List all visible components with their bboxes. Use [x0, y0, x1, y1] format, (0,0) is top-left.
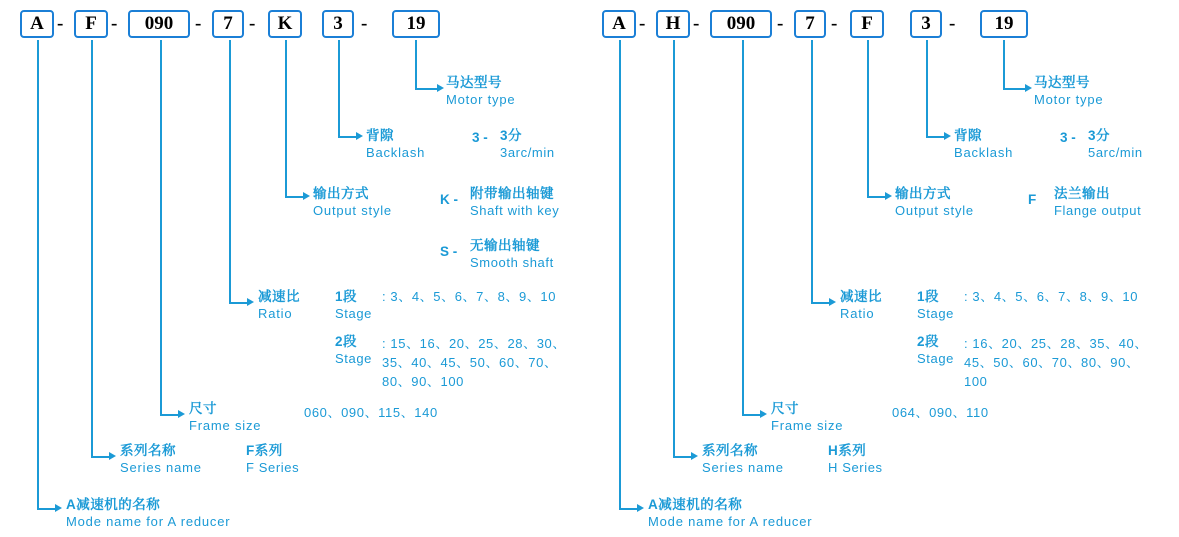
code-box-series-name[interactable]: H [656, 10, 690, 38]
output-style-option-s-key [440, 244, 457, 261]
leader-line-output-style [867, 196, 887, 198]
label-output-style [895, 186, 974, 219]
leader-arrow-ratio [247, 298, 254, 306]
output-style-key-s: S - [440, 244, 458, 259]
leader-arrow-output-style [885, 192, 892, 200]
label-frame-size [771, 401, 843, 434]
leader-line-series-name [91, 40, 93, 456]
value-backlash-key [472, 130, 488, 147]
leader-line-motor-type [1003, 88, 1027, 90]
value-backlash-key [1060, 130, 1076, 147]
leader-line-mode-name [619, 508, 639, 510]
leader-line-series-name [673, 40, 675, 456]
code-dash: - [57, 13, 64, 34]
leader-line-mode-name [37, 40, 39, 508]
backlash-option-cn: 3分 [1088, 128, 1111, 143]
leader-line-mode-name [619, 40, 621, 508]
ratio-stage2-cn: 2段 [335, 334, 358, 349]
code-box-ratio[interactable]: 7 [212, 10, 244, 38]
leader-line-motor-type [415, 88, 439, 90]
backlash-option-key: 3 - [1060, 130, 1076, 145]
backlash-option-en: 3arc/min [500, 144, 555, 160]
leader-arrow-ratio [829, 298, 836, 306]
ratio-stage1-cn: 1段 [917, 289, 940, 304]
label-backlash-en: Backlash [366, 144, 426, 160]
leader-arrow-backlash [356, 132, 363, 140]
label-backlash-cn: 背隙 [954, 128, 982, 143]
leader-line-motor-type [1003, 40, 1005, 88]
output-style-option-f-cn: 法兰输出 [1054, 186, 1110, 201]
output-style-option-s-cn: 无输出轴键 [470, 238, 540, 253]
leader-line-frame-size [742, 414, 762, 416]
leader-line-frame-size [742, 40, 744, 414]
label-backlash-en: Backlash [954, 144, 1014, 160]
leader-arrow-mode-name [55, 504, 62, 512]
ratio-stage1-label [335, 289, 372, 322]
leader-line-output-style [867, 40, 869, 196]
leader-arrow-backlash [944, 132, 951, 140]
code-dash: - [949, 13, 956, 34]
leader-arrow-frame-size [178, 410, 185, 418]
model-code-diagram-right [590, 0, 1179, 537]
series-name-value-en: H Series [828, 459, 883, 475]
ratio-stage2-cn: 2段 [917, 334, 940, 349]
label-motor-type-cn: 马达型号 [446, 75, 502, 90]
leader-line-frame-size [160, 414, 180, 416]
label-motor-type-en: Motor type [1034, 91, 1104, 107]
series-name-value-cn: F系列 [246, 443, 283, 458]
output-style-option-f-en: Flange output [1054, 202, 1142, 218]
label-motor-type-en: Motor type [446, 91, 516, 107]
leader-line-motor-type [415, 40, 417, 88]
label-mode-name [648, 497, 812, 530]
label-backlash [366, 128, 425, 161]
leader-arrow-mode-name [637, 504, 644, 512]
ratio-stage1-values [964, 289, 1138, 305]
output-style-option-k [470, 186, 559, 219]
ratio-stage2-en: Stage [917, 350, 954, 366]
code-dash: - [693, 13, 700, 34]
label-mode-name-en: Mode name for A reducer [648, 513, 813, 529]
ratio-stage1-label [917, 289, 954, 322]
code-dash: - [831, 13, 838, 34]
ratio-stage2-line-1: : 16、20、25、28、35、40、 [964, 336, 1148, 351]
label-backlash [954, 128, 1013, 161]
output-style-option-s-en: Smooth shaft [470, 254, 554, 270]
label-mode-name-cn: A减速机的名称 [66, 497, 161, 512]
value-backlash [500, 128, 555, 161]
label-series-name-en: Series name [120, 459, 202, 475]
leader-arrow-series-name [691, 452, 698, 460]
code-box-motor-type[interactable]: 19 [980, 10, 1028, 38]
ratio-stage1-cn: 1段 [335, 289, 358, 304]
ratio-stage1-line-1: : 3、4、5、6、7、8、9、10 [964, 289, 1139, 304]
ratio-stage2-line-1: : 15、16、20、25、28、30、 [382, 336, 566, 351]
output-style-option-k-en: Shaft with key [470, 202, 560, 218]
leader-arrow-frame-size [760, 410, 767, 418]
label-frame-size-en: Frame size [189, 417, 262, 433]
frame-size-values [892, 405, 989, 421]
label-ratio-en: Ratio [258, 305, 293, 321]
code-box-series-prefix[interactable]: A [20, 10, 54, 38]
leader-line-ratio [229, 302, 249, 304]
ratio-stage2-label [335, 334, 372, 367]
output-style-option-k-key [440, 192, 458, 209]
code-box-backlash[interactable]: 3 [910, 10, 942, 38]
ratio-stage1-line-1: : 3、4、5、6、7、8、9、10 [382, 289, 557, 304]
leader-line-backlash [926, 40, 928, 136]
leader-arrow-output-style [303, 192, 310, 200]
series-name-value [828, 443, 883, 476]
ratio-stage2-line-2: 45、50、60、70、80、90、 [964, 355, 1140, 370]
output-style-option-f-key [1028, 192, 1036, 209]
leader-arrow-motor-type [1025, 84, 1032, 92]
label-series-name [702, 443, 784, 476]
backlash-option-cn: 3分 [500, 128, 523, 143]
label-series-name [120, 443, 202, 476]
leader-line-ratio [811, 302, 831, 304]
label-ratio [258, 289, 300, 322]
code-box-motor-type[interactable]: 19 [392, 10, 440, 38]
leader-line-output-style [285, 40, 287, 196]
leader-line-series-name [91, 456, 111, 458]
leader-line-output-style [285, 196, 305, 198]
output-style-key-f: F [1028, 192, 1037, 207]
model-code-diagram-left [0, 0, 589, 537]
code-dash: - [111, 13, 118, 34]
label-ratio [840, 289, 882, 322]
series-name-value-cn: H系列 [828, 443, 867, 458]
code-box-output-style[interactable]: K [268, 10, 302, 38]
frame-size-values [304, 405, 438, 421]
series-name-value [246, 443, 299, 476]
code-box-frame-size[interactable]: 090 [128, 10, 190, 38]
label-output-style-cn: 输出方式 [313, 186, 369, 201]
label-ratio-cn: 减速比 [840, 289, 882, 304]
label-frame-size-en: Frame size [771, 417, 844, 433]
leader-arrow-series-name [109, 452, 116, 460]
label-frame-size [189, 401, 261, 434]
code-box-backlash[interactable]: 3 [322, 10, 354, 38]
label-motor-type-cn: 马达型号 [1034, 75, 1090, 90]
backlash-option-key: 3 - [472, 130, 488, 145]
code-box-ratio[interactable]: 7 [794, 10, 826, 38]
label-series-name-cn: 系列名称 [702, 443, 758, 458]
leader-line-ratio [811, 40, 813, 302]
ratio-stage2-line-3: 100 [964, 374, 988, 389]
label-mode-name-en: Mode name for A reducer [66, 513, 231, 529]
output-style-option-k-cn: 附带输出轴键 [470, 186, 554, 201]
leader-line-mode-name [37, 508, 57, 510]
output-style-option-f [1054, 186, 1141, 219]
label-output-style-en: Output style [313, 202, 392, 218]
backlash-option-en: 5arc/min [1088, 144, 1143, 160]
label-motor-type [1034, 75, 1103, 108]
code-box-output-style[interactable]: F [850, 10, 884, 38]
ratio-stage2-values [382, 334, 566, 391]
ratio-stage1-values [382, 289, 556, 305]
label-ratio-cn: 减速比 [258, 289, 300, 304]
frame-size-value-list: 064、090、110 [892, 405, 989, 420]
label-series-name-en: Series name [702, 459, 784, 475]
leader-arrow-motor-type [437, 84, 444, 92]
label-series-name-cn: 系列名称 [120, 443, 176, 458]
leader-line-ratio [229, 40, 231, 302]
label-motor-type [446, 75, 515, 108]
code-box-series-name[interactable]: F [74, 10, 108, 38]
label-mode-name-cn: A减速机的名称 [648, 497, 743, 512]
output-style-option-s [470, 238, 554, 271]
series-name-value-en: F Series [246, 459, 300, 475]
code-dash: - [777, 13, 784, 34]
label-output-style [313, 186, 392, 219]
label-backlash-cn: 背隙 [366, 128, 394, 143]
leader-line-frame-size [160, 40, 162, 414]
ratio-stage2-en: Stage [335, 350, 372, 366]
ratio-stage2-line-2: 35、40、45、50、60、70、 [382, 355, 558, 370]
output-style-key-k: K - [440, 192, 458, 207]
leader-line-backlash [926, 136, 946, 138]
label-frame-size-cn: 尺寸 [771, 401, 799, 416]
ratio-stage1-en: Stage [917, 305, 954, 321]
code-dash: - [195, 13, 202, 34]
label-output-style-cn: 输出方式 [895, 186, 951, 201]
ratio-stage1-en: Stage [335, 305, 372, 321]
label-output-style-en: Output style [895, 202, 974, 218]
label-ratio-en: Ratio [840, 305, 875, 321]
leader-line-backlash [338, 40, 340, 136]
value-backlash [1088, 128, 1143, 161]
code-box-frame-size[interactable]: 090 [710, 10, 772, 38]
code-dash: - [361, 13, 368, 34]
frame-size-value-list: 060、090、115、140 [304, 405, 438, 420]
label-frame-size-cn: 尺寸 [189, 401, 217, 416]
leader-line-backlash [338, 136, 358, 138]
leader-line-series-name [673, 456, 693, 458]
code-box-series-prefix[interactable]: A [602, 10, 636, 38]
code-dash: - [249, 13, 256, 34]
code-dash: - [639, 13, 646, 34]
ratio-stage2-line-3: 80、90、100 [382, 374, 465, 389]
ratio-stage2-label [917, 334, 954, 367]
label-mode-name [66, 497, 230, 530]
ratio-stage2-values [964, 334, 1148, 391]
